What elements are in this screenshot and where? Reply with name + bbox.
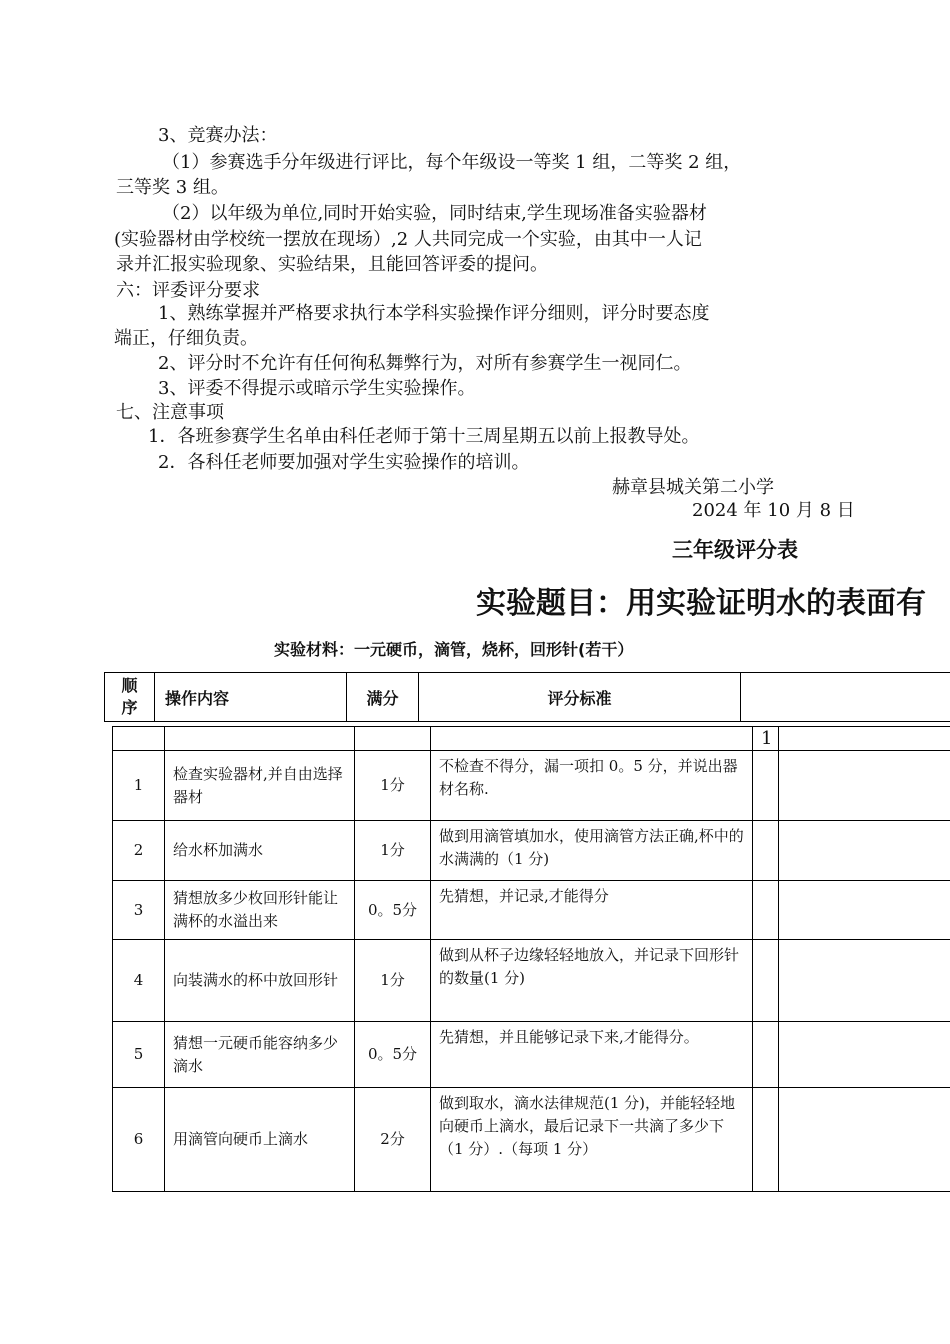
- section-heading: 六：评委评分要求: [116, 280, 260, 301]
- full-score: 2分: [355, 1088, 431, 1192]
- scoring-criteria: 先猜想，并且能够记录下来,才能得分。: [431, 1022, 753, 1088]
- scoring-criteria: 做到从杯子边缘轻轻地放入，并记录下回形针的数量(1 分): [431, 940, 753, 1022]
- scoring-criteria: 做到用滴管填加水，使用滴管方法正确,杯中的水满满的（1 分): [431, 821, 753, 881]
- scoring-criteria: 做到取水，滴水法律规范(1 分)，并能轻轻地向硬币上滴水，最后记录下一共滴了多少下（1 分）.（每项 1 分）: [431, 1088, 753, 1192]
- note-line: 2．各科任老师要加强对学生实验操作的培训。: [158, 452, 530, 473]
- note-line: 录并汇报实验现象、实验结果，且能回答评委的提问。: [116, 254, 548, 275]
- table-subheader-row: [113, 727, 950, 751]
- experiment-title: 实验题目：用实验证明水的表面有: [476, 586, 926, 621]
- table-row: [113, 1022, 950, 1088]
- note-line: 3、评委不得提示或暗示学生实验操作。: [158, 378, 476, 399]
- note-line: 1、熟练掌握并严格要求执行本学科实验操作评分细则，评分时要态度: [158, 303, 710, 324]
- row-number: 1: [113, 751, 165, 821]
- full-score: 1分: [355, 751, 431, 821]
- score-table: [112, 726, 950, 1192]
- operation-content: 检查实验器材,并自由选择器材: [165, 751, 355, 821]
- row-number: 5: [113, 1022, 165, 1088]
- score-header: 满分: [347, 673, 419, 722]
- blank-header: [741, 673, 950, 722]
- row-number: 2: [113, 821, 165, 881]
- note-line: （2）以年级为单位,同时开始实验，同时结束,学生现场准备实验器材: [162, 203, 707, 224]
- full-score: 1分: [355, 940, 431, 1022]
- operation-content: 向装满水的杯中放回形针: [165, 940, 355, 1022]
- row-number: 4: [113, 940, 165, 1022]
- full-score: 1分: [355, 821, 431, 881]
- document-date: 2024 年 10 月 8 日: [692, 500, 855, 521]
- table-row: [113, 1088, 950, 1192]
- criteria-header: 评分标准: [419, 673, 741, 722]
- note-line: (实验器材由学校统一摆放在现场）,2 人共同完成一个实验，由其中一人记: [114, 229, 702, 250]
- row-number: 6: [113, 1088, 165, 1192]
- materials-line: 实验材料：一元硬币，滴管，烧杯，回形针(若干）: [274, 640, 634, 659]
- operation-content: 给水杯加满水: [165, 821, 355, 881]
- section-heading: 七、注意事项: [116, 402, 224, 423]
- scoring-criteria: 先猜想，并记录,才能得分: [431, 881, 753, 940]
- operation-content: 用滴管向硬币上滴水: [165, 1088, 355, 1192]
- note-line: 端正，仔细负责。: [114, 328, 258, 349]
- row-number: 3: [113, 881, 165, 940]
- table-row: [113, 881, 950, 940]
- table-row: [113, 751, 950, 821]
- score-table-header: [104, 672, 950, 722]
- note-line: 3、竞赛办法：: [158, 125, 278, 146]
- note-line: 2、评分时不允许有任何徇私舞弊行为，对所有参赛学生一视同仁。: [158, 353, 692, 374]
- note-line: 三等奖 3 组。: [116, 177, 229, 198]
- note-line: 1．各班参赛学生名单由科任老师于第十三周星期五以前上报教导处。: [148, 426, 700, 447]
- sub-mark: 1: [753, 727, 779, 751]
- content-header: 操作内容: [155, 673, 347, 722]
- table-row: [113, 821, 950, 881]
- full-score: 0。5分: [355, 1022, 431, 1088]
- school-name: 赫章县城关第二小学: [612, 477, 774, 498]
- scoring-criteria: 不检查不得分，漏一项扣 0。5 分，并说出器材名称.: [431, 751, 753, 821]
- table-title: 三年级评分表: [672, 538, 798, 562]
- order-header: 顺序: [105, 673, 155, 722]
- operation-content: 猜想一元硬币能容纳多少滴水: [165, 1022, 355, 1088]
- full-score: 0。5分: [355, 881, 431, 940]
- note-line: （1）参赛选手分年级进行评比，每个年级设一等奖 1 组，二等奖 2 组，: [162, 152, 742, 173]
- table-row: [113, 940, 950, 1022]
- operation-content: 猜想放多少枚回形针能让满杯的水溢出来: [165, 881, 355, 940]
